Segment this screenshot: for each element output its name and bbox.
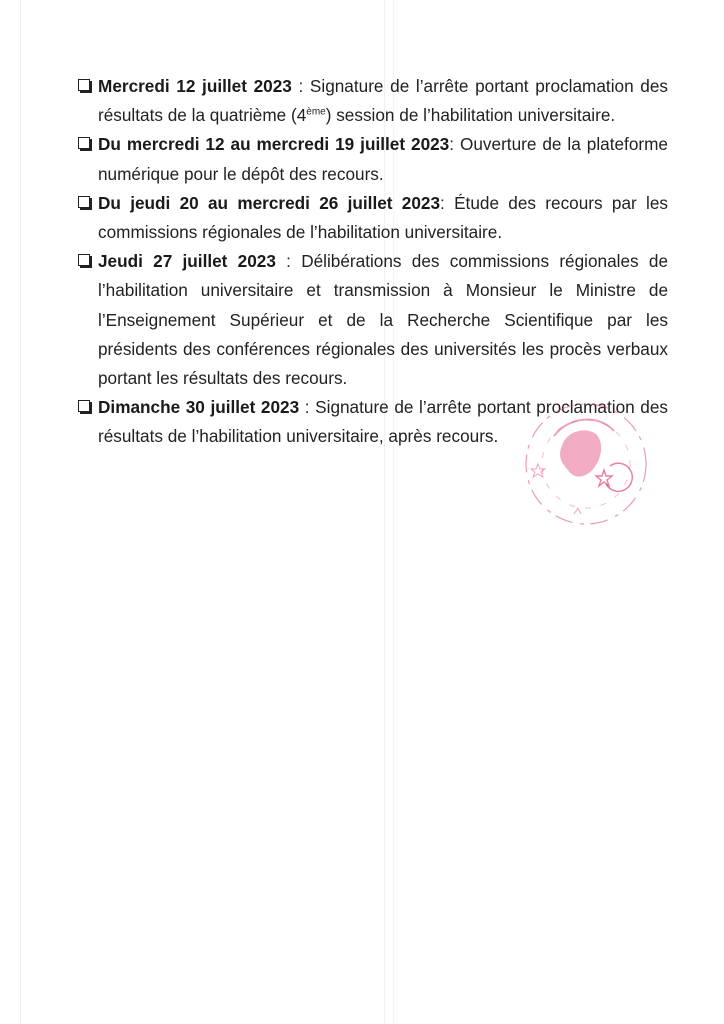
item-text: Signature de l’arrête portant proclamation des résultats de l’habilitation universitaire, après recours. — [98, 397, 668, 447]
item-date: Dimanche 30 juillet 2023 — [98, 397, 300, 418]
item-date: Mercredi 12 juillet 2023 — [98, 76, 292, 96]
item-text: Ouverture de la plateforme numérique pour le dépôt des recours. — [98, 134, 668, 184]
list-item — [78, 247, 668, 393]
item-separator: : — [275, 251, 302, 272]
item-date: Jeudi 27 juillet 2023 — [98, 251, 276, 272]
item-date: Du jeudi 20 au mercredi 26 juillet 2023 — [98, 192, 441, 213]
item-date: Du mercredi 12 au mercredi 19 juillet 2023 — [98, 134, 450, 155]
checkbox-square-icon — [78, 400, 90, 412]
checkbox-square-icon — [78, 254, 90, 266]
item-text: Étude des recours par les commissions régionales de l’habilitation universitaire. — [98, 192, 668, 243]
item-separator: : — [440, 192, 455, 213]
superscript: ème — [306, 106, 326, 118]
official-seal-icon — [514, 396, 664, 546]
item-separator: : — [291, 76, 310, 96]
scan-fold-line — [20, 0, 21, 1024]
item-text: Signature de l’arrête portant proclamation des résultats de la quatrième (4 — [98, 76, 668, 126]
list-item — [78, 72, 668, 130]
item-text: ) session de l’habilitation universitaire. — [325, 105, 616, 126]
list-item — [78, 189, 668, 247]
checkbox-square-icon — [78, 137, 90, 149]
item-separator: : — [299, 397, 316, 418]
list-item — [78, 130, 668, 188]
item-text: Délibérations des commissions régionales de l’habilitation universitaire et transmission à Monsieur le Ministre de l’Enseignement Supérieur et de la Recherche Scientifique par les présidents des conférences régionales des universités les procès verbaux portant les résultats des recours. — [98, 251, 669, 389]
item-separator: : — [449, 134, 460, 155]
checkbox-square-icon — [78, 196, 90, 208]
schedule-list — [78, 72, 668, 452]
checkbox-square-icon — [78, 79, 90, 91]
